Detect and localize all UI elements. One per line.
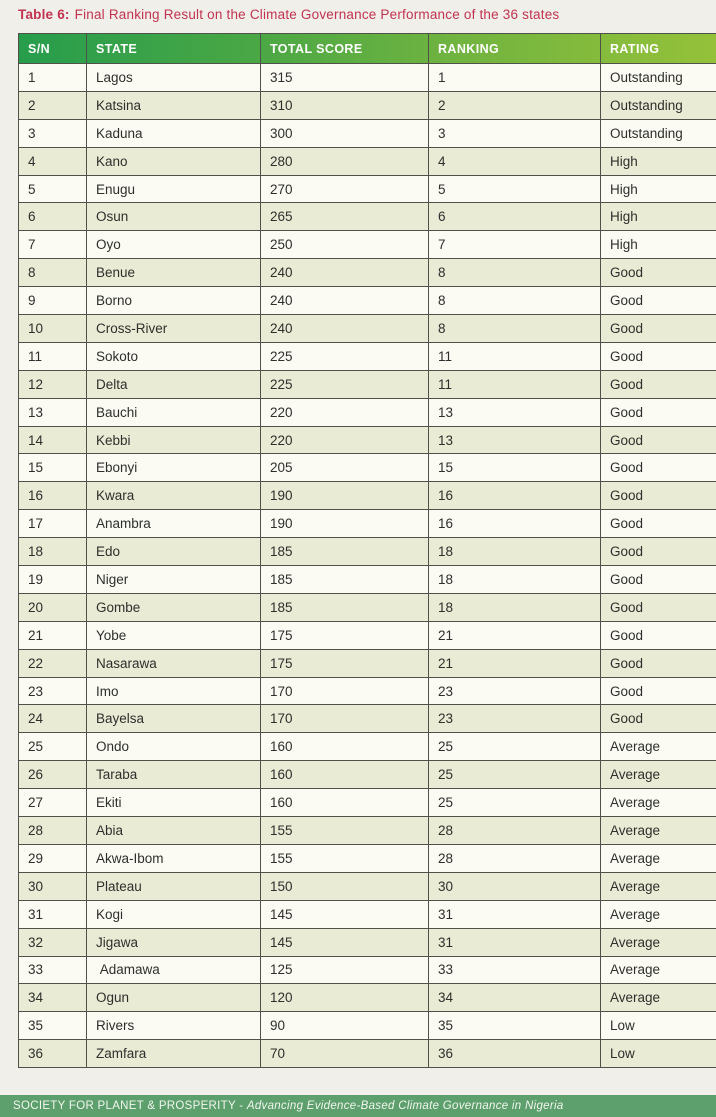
cell-ranking: 35 [429, 1012, 601, 1040]
cell-sn: 1 [19, 64, 87, 92]
cell-rating: Good [601, 426, 716, 454]
table-row [19, 510, 716, 538]
cell-ranking: 11 [429, 342, 601, 370]
cell-rating: High [601, 175, 716, 203]
table-caption [18, 7, 559, 22]
table-row [19, 147, 716, 175]
cell-rating: Good [601, 370, 716, 398]
cell-total-score: 70 [261, 1040, 429, 1068]
cell-rating: Good [601, 315, 716, 343]
cell-rating: High [601, 231, 716, 259]
cell-sn: 27 [19, 789, 87, 817]
cell-rating: Good [601, 454, 716, 482]
cell-total-score: 250 [261, 231, 429, 259]
cell-ranking: 3 [429, 119, 601, 147]
cell-ranking: 18 [429, 566, 601, 594]
table-row [19, 175, 716, 203]
cell-ranking: 31 [429, 900, 601, 928]
column-header-state: STATE [87, 34, 261, 64]
table-row [19, 538, 716, 566]
cell-ranking: 5 [429, 175, 601, 203]
column-header-rating: RATING [601, 34, 716, 64]
cell-rating: Outstanding [601, 119, 716, 147]
ranking-table [18, 33, 716, 1068]
table-row [19, 789, 716, 817]
table-row [19, 1040, 716, 1068]
footer-tagline: Advancing Evidence-Based Climate Governance in Nigeria [246, 1100, 564, 1112]
cell-state: Katsina [87, 91, 261, 119]
table-row [19, 426, 716, 454]
cell-state: Ogun [87, 984, 261, 1012]
cell-sn: 6 [19, 203, 87, 231]
cell-ranking: 28 [429, 844, 601, 872]
cell-state: Abia [87, 817, 261, 845]
column-header-sn: S/N [19, 34, 87, 64]
cell-ranking: 13 [429, 426, 601, 454]
cell-rating: Good [601, 677, 716, 705]
footer-org: SOCIETY FOR PLANET & PROSPERITY [13, 1100, 236, 1112]
cell-ranking: 23 [429, 677, 601, 705]
cell-sn: 8 [19, 259, 87, 287]
cell-sn: 19 [19, 566, 87, 594]
cell-sn: 15 [19, 454, 87, 482]
cell-ranking: 15 [429, 454, 601, 482]
cell-sn: 30 [19, 872, 87, 900]
cell-sn: 4 [19, 147, 87, 175]
cell-total-score: 155 [261, 817, 429, 845]
cell-sn: 12 [19, 370, 87, 398]
table-row [19, 621, 716, 649]
cell-state: Kwara [87, 482, 261, 510]
cell-rating: Good [601, 593, 716, 621]
cell-state: Bayelsa [87, 705, 261, 733]
cell-total-score: 120 [261, 984, 429, 1012]
footer-bar [0, 1095, 716, 1117]
cell-sn: 13 [19, 398, 87, 426]
cell-state: Cross-River [87, 315, 261, 343]
cell-total-score: 225 [261, 370, 429, 398]
cell-rating: Average [601, 789, 716, 817]
cell-sn: 28 [19, 817, 87, 845]
table-row [19, 928, 716, 956]
table-row [19, 1012, 716, 1040]
cell-ranking: 21 [429, 621, 601, 649]
cell-sn: 14 [19, 426, 87, 454]
cell-state: Oyo [87, 231, 261, 259]
table-row [19, 482, 716, 510]
cell-rating: Outstanding [601, 64, 716, 92]
table-row [19, 677, 716, 705]
cell-total-score: 220 [261, 426, 429, 454]
cell-total-score: 155 [261, 844, 429, 872]
cell-state: Borno [87, 287, 261, 315]
cell-rating: Good [601, 342, 716, 370]
cell-total-score: 160 [261, 789, 429, 817]
cell-total-score: 225 [261, 342, 429, 370]
cell-state: Ebonyi [87, 454, 261, 482]
table-row [19, 315, 716, 343]
cell-sn: 21 [19, 621, 87, 649]
cell-total-score: 315 [261, 64, 429, 92]
cell-ranking: 8 [429, 259, 601, 287]
cell-ranking: 1 [429, 64, 601, 92]
table-row [19, 203, 716, 231]
cell-ranking: 6 [429, 203, 601, 231]
cell-state: Sokoto [87, 342, 261, 370]
cell-ranking: 34 [429, 984, 601, 1012]
table-row [19, 119, 716, 147]
cell-rating: Good [601, 259, 716, 287]
cell-sn: 3 [19, 119, 87, 147]
cell-state: Nasarawa [87, 649, 261, 677]
cell-ranking: 4 [429, 147, 601, 175]
table-row [19, 900, 716, 928]
cell-state: Kaduna [87, 119, 261, 147]
cell-state: Yobe [87, 621, 261, 649]
cell-state: Kano [87, 147, 261, 175]
cell-total-score: 265 [261, 203, 429, 231]
cell-state: Kogi [87, 900, 261, 928]
cell-rating: Average [601, 928, 716, 956]
cell-total-score: 240 [261, 287, 429, 315]
cell-state: Delta [87, 370, 261, 398]
cell-ranking: 25 [429, 733, 601, 761]
column-header-ranking: RANKING [429, 34, 601, 64]
cell-rating: Average [601, 844, 716, 872]
cell-state: Adamawa [87, 956, 261, 984]
cell-sn: 33 [19, 956, 87, 984]
cell-total-score: 145 [261, 900, 429, 928]
cell-ranking: 25 [429, 761, 601, 789]
cell-total-score: 220 [261, 398, 429, 426]
cell-sn: 29 [19, 844, 87, 872]
table-row [19, 593, 716, 621]
table-row [19, 817, 716, 845]
cell-state: Ondo [87, 733, 261, 761]
table-row [19, 984, 716, 1012]
cell-state: Niger [87, 566, 261, 594]
cell-state: Taraba [87, 761, 261, 789]
cell-total-score: 125 [261, 956, 429, 984]
cell-state: Kebbi [87, 426, 261, 454]
cell-rating: Average [601, 872, 716, 900]
cell-rating: Good [601, 287, 716, 315]
table-row [19, 370, 716, 398]
cell-state: Ekiti [87, 789, 261, 817]
table-caption-label: Table 6: [18, 7, 70, 22]
cell-total-score: 90 [261, 1012, 429, 1040]
cell-rating: Good [601, 649, 716, 677]
cell-sn: 31 [19, 900, 87, 928]
table-row [19, 761, 716, 789]
cell-state: Akwa-Ibom [87, 844, 261, 872]
cell-ranking: 25 [429, 789, 601, 817]
cell-sn: 26 [19, 761, 87, 789]
cell-state: Edo [87, 538, 261, 566]
cell-state: Lagos [87, 64, 261, 92]
cell-ranking: 7 [429, 231, 601, 259]
cell-sn: 7 [19, 231, 87, 259]
cell-rating: Average [601, 817, 716, 845]
cell-state: Jigawa [87, 928, 261, 956]
cell-sn: 17 [19, 510, 87, 538]
cell-sn: 36 [19, 1040, 87, 1068]
cell-sn: 22 [19, 649, 87, 677]
cell-ranking: 11 [429, 370, 601, 398]
table-row [19, 872, 716, 900]
cell-total-score: 175 [261, 621, 429, 649]
cell-ranking: 16 [429, 482, 601, 510]
cell-rating: High [601, 203, 716, 231]
table-row [19, 259, 716, 287]
table-row [19, 64, 716, 92]
cell-state: Plateau [87, 872, 261, 900]
cell-state: Zamfara [87, 1040, 261, 1068]
cell-ranking: 28 [429, 817, 601, 845]
table-row [19, 287, 716, 315]
cell-rating: Average [601, 956, 716, 984]
table-row [19, 231, 716, 259]
cell-state: Benue [87, 259, 261, 287]
cell-total-score: 240 [261, 259, 429, 287]
cell-total-score: 240 [261, 315, 429, 343]
cell-total-score: 205 [261, 454, 429, 482]
cell-sn: 5 [19, 175, 87, 203]
cell-state: Imo [87, 677, 261, 705]
cell-rating: High [601, 147, 716, 175]
cell-sn: 24 [19, 705, 87, 733]
cell-ranking: 8 [429, 287, 601, 315]
table-header-row [19, 34, 716, 64]
cell-ranking: 2 [429, 91, 601, 119]
table-row [19, 91, 716, 119]
cell-ranking: 8 [429, 315, 601, 343]
cell-ranking: 16 [429, 510, 601, 538]
cell-total-score: 170 [261, 705, 429, 733]
cell-sn: 2 [19, 91, 87, 119]
cell-total-score: 280 [261, 147, 429, 175]
cell-total-score: 300 [261, 119, 429, 147]
table-body [19, 64, 716, 1068]
cell-ranking: 21 [429, 649, 601, 677]
table-row [19, 705, 716, 733]
cell-ranking: 33 [429, 956, 601, 984]
column-header-total-score: TOTAL SCORE [261, 34, 429, 64]
cell-rating: Good [601, 510, 716, 538]
cell-total-score: 310 [261, 91, 429, 119]
cell-total-score: 160 [261, 733, 429, 761]
cell-total-score: 145 [261, 928, 429, 956]
cell-total-score: 175 [261, 649, 429, 677]
cell-state: Rivers [87, 1012, 261, 1040]
cell-sn: 32 [19, 928, 87, 956]
cell-ranking: 30 [429, 872, 601, 900]
table-row [19, 342, 716, 370]
cell-rating: Average [601, 984, 716, 1012]
cell-rating: Average [601, 761, 716, 789]
cell-ranking: 36 [429, 1040, 601, 1068]
table-row [19, 398, 716, 426]
cell-total-score: 170 [261, 677, 429, 705]
cell-state: Bauchi [87, 398, 261, 426]
footer-separator: - [235, 1100, 247, 1112]
cell-total-score: 270 [261, 175, 429, 203]
cell-ranking: 31 [429, 928, 601, 956]
cell-sn: 34 [19, 984, 87, 1012]
cell-sn: 25 [19, 733, 87, 761]
cell-total-score: 150 [261, 872, 429, 900]
cell-sn: 16 [19, 482, 87, 510]
cell-total-score: 190 [261, 482, 429, 510]
cell-state: Gombe [87, 593, 261, 621]
cell-ranking: 18 [429, 538, 601, 566]
table-caption-text: Final Ranking Result on the Climate Governance Performance of the 36 states [74, 7, 560, 22]
table-row [19, 566, 716, 594]
cell-rating: Average [601, 733, 716, 761]
cell-sn: 20 [19, 593, 87, 621]
cell-rating: Low [601, 1012, 716, 1040]
cell-state: Osun [87, 203, 261, 231]
table-row [19, 649, 716, 677]
table-row [19, 454, 716, 482]
cell-ranking: 13 [429, 398, 601, 426]
cell-total-score: 185 [261, 566, 429, 594]
cell-rating: Good [601, 705, 716, 733]
cell-total-score: 190 [261, 510, 429, 538]
table-row [19, 844, 716, 872]
cell-sn: 9 [19, 287, 87, 315]
cell-ranking: 23 [429, 705, 601, 733]
cell-rating: Outstanding [601, 91, 716, 119]
cell-state: Enugu [87, 175, 261, 203]
table-row [19, 733, 716, 761]
cell-rating: Good [601, 482, 716, 510]
cell-sn: 23 [19, 677, 87, 705]
cell-total-score: 185 [261, 538, 429, 566]
cell-rating: Good [601, 538, 716, 566]
cell-sn: 35 [19, 1012, 87, 1040]
cell-rating: Good [601, 398, 716, 426]
cell-ranking: 18 [429, 593, 601, 621]
cell-sn: 18 [19, 538, 87, 566]
table-row [19, 956, 716, 984]
cell-sn: 10 [19, 315, 87, 343]
cell-total-score: 185 [261, 593, 429, 621]
cell-rating: Average [601, 900, 716, 928]
cell-rating: Low [601, 1040, 716, 1068]
cell-sn: 11 [19, 342, 87, 370]
cell-rating: Good [601, 621, 716, 649]
cell-rating: Good [601, 566, 716, 594]
cell-state: Anambra [87, 510, 261, 538]
cell-total-score: 160 [261, 761, 429, 789]
